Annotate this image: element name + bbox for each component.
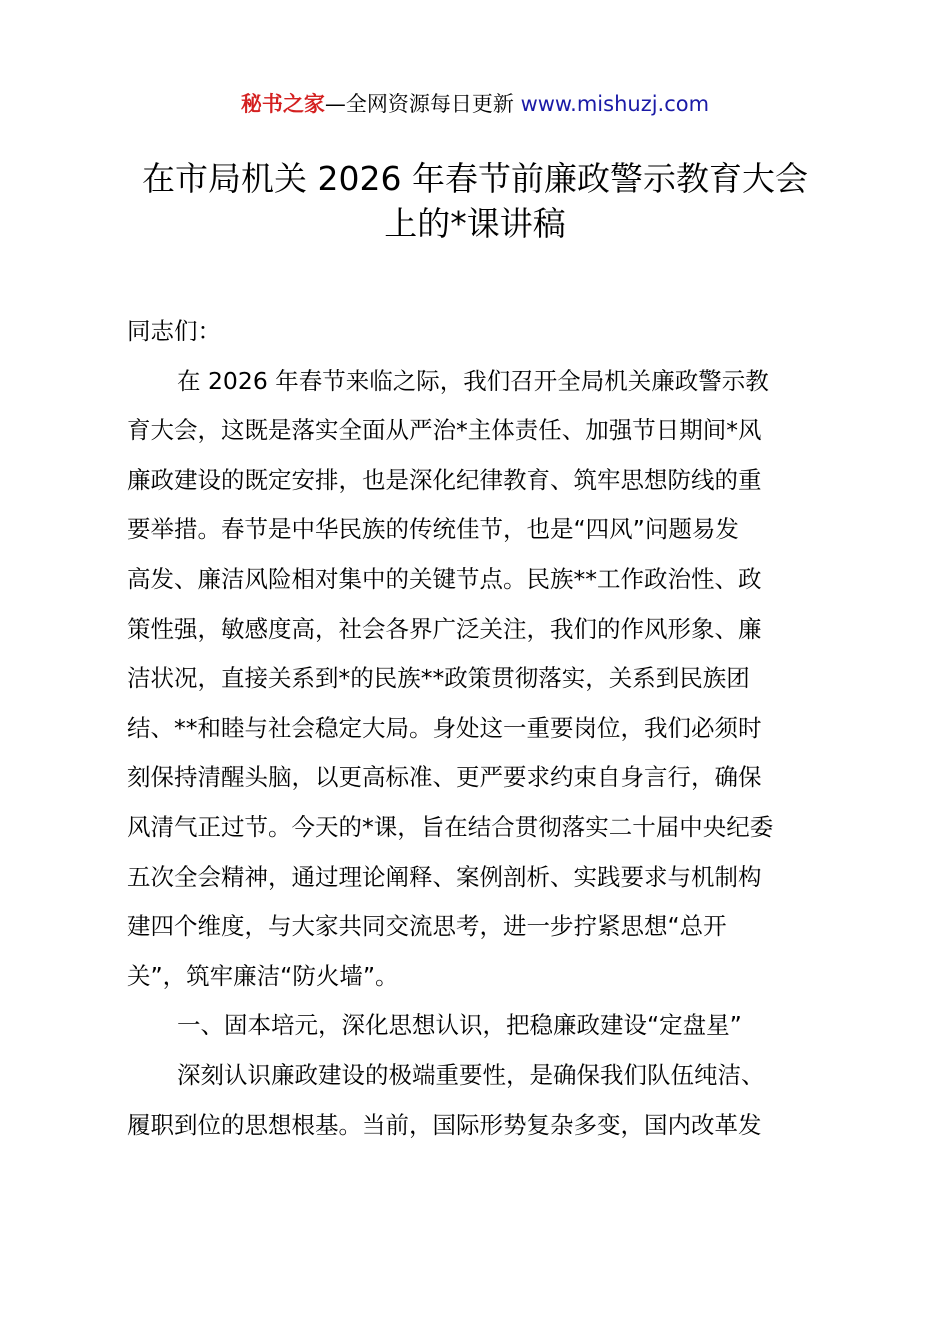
paragraph-line: 要举措。春节是中华民族的传统佳节，也是“四风”问题易发 [127,515,739,544]
paragraph-line: 策性强，敏感度高，社会各界广泛关注，我们的作风形象、廉 [127,614,762,643]
paragraph-line: 五次全会精神，通过理论阐释、案例剖析、实践要求与机制构 [127,862,762,891]
paragraph-line: 洁状况，直接关系到*的民族**政策贯彻落实，关系到民族团 [127,664,750,693]
paragraph-line: 深刻认识廉政建设的极端重要性，是确保我们队伍纯洁、 [177,1060,765,1089]
brand-name: 秘书之家 [240,92,325,116]
paragraph-line: 廉政建设的既定安排，也是深化纪律教育、筑牢思想防线的重 [127,465,762,494]
paragraph-2 [127,1051,839,1150]
paragraph-line: 关”，筑牢廉洁“防火墙”。 [127,961,399,990]
paragraph-line: 育大会，这既是落实全面从严治*主体责任、加强节日期间*风 [127,416,762,445]
paragraph-line: 高发、廉洁风险相对集中的关键节点。民族**工作政治性、政 [127,564,762,593]
paragraph-1 [127,357,839,1002]
paragraph-line: 风清气正过节。今天的*课，旨在结合贯彻落实二十届中央纪委 [127,812,774,841]
paragraph-line: 履职到位的思想根基。当前，国际形势复杂多变，国内改革发 [127,1110,762,1139]
paragraph-line: 建四个维度，与大家共同交流思考，进一步拧紧思想“总开 [127,912,727,941]
paragraph-line: 刻保持清醒头脑，以更高标准、更严要求约束自身言行，确保 [127,763,762,792]
section-heading-1: 一、固本培元，深化思想认识，把稳廉政建设“定盘星” [177,1011,742,1040]
salutation: 同志们： [127,317,221,345]
paragraph-line: 在 2026 年春节来临之际，我们召开全局机关廉政警示教 [177,366,769,395]
title-line-1: 在市局机关 2026 年春节前廉政警示教育大会 [142,159,808,198]
title-line-2: 上的*课讲稿 [384,204,566,243]
header-url-link[interactable]: www.mishuzj.com [520,92,710,116]
document-body [127,307,839,1150]
document-title [60,156,890,246]
site-header [0,88,950,120]
header-slogan: —全网资源每日更新 [324,92,521,116]
paragraph-line: 结、**和睦与社会稳定大局。身处这一重要岗位，我们必须时 [127,713,762,742]
